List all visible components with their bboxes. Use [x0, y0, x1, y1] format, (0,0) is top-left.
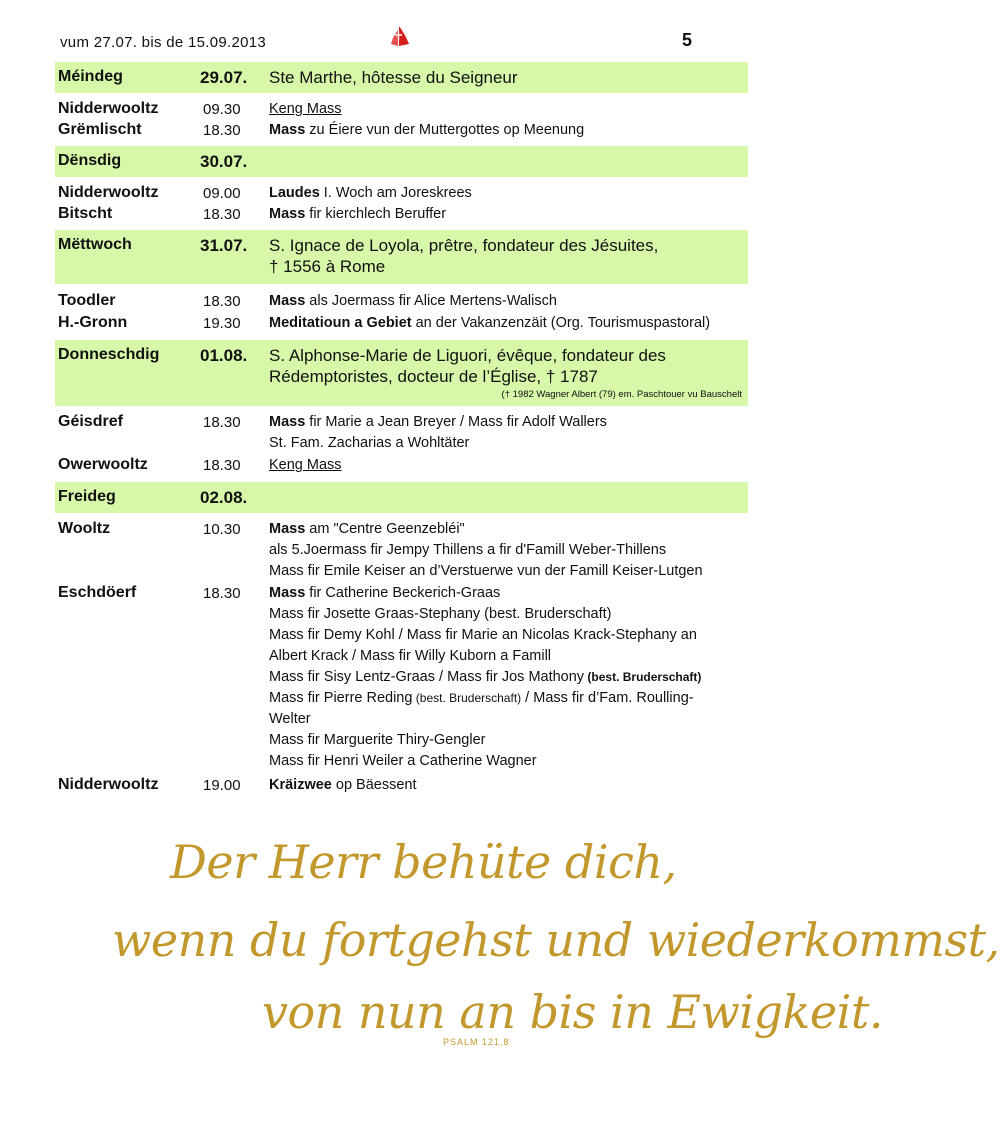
page-header [60, 30, 750, 58]
day-name: Mëttwoch [58, 236, 132, 253]
time: 18.30 [203, 414, 241, 431]
saint-of-day-line1: S. Alphonse-Marie de Liguori, évêque, fondateur des [269, 346, 666, 365]
place: Géisdref [58, 413, 123, 430]
time: 10.30 [203, 521, 241, 538]
date-range: vum 27.07. bis de 15.09.2013 [60, 34, 267, 51]
place: Nidderwooltz [58, 776, 159, 793]
service: Kräizwee op Bäessent [269, 777, 417, 793]
place: Eschdöerf [58, 584, 137, 601]
entries-freideg [55, 520, 748, 800]
service: Mass am "Centre Geenzebléi" [269, 521, 465, 537]
service: Mass zu Éiere vun der Muttergottes op Meenung [269, 122, 585, 138]
saint-of-day: Ste Marthe, hôtesse du Seigneur [269, 68, 518, 87]
quote-line-2: wenn du fortgehst und wiederkommst, [112, 913, 1000, 967]
day-band-donneschdig [55, 340, 748, 406]
time: 18.30 [203, 206, 241, 223]
day-date: 31.07. [200, 236, 248, 255]
day-band-meindeg [55, 62, 748, 93]
service: Mass als Joermass fir Alice Mertens-Walisch [269, 293, 557, 309]
service: Laudes I. Woch am Joreskrees [269, 185, 472, 201]
service-continued: Mass fir Emile Keiser an d’Verstuerwe vun der Famill Keiser-Lutgen [269, 563, 703, 579]
service: Meditatioun a Gebiet an der Vakanzenzäit (Org. Tourismuspastoral) [269, 315, 711, 331]
service-continued: Mass fir Josette Graas-Stephany (best. Bruderschaft) [269, 606, 612, 622]
time: 18.30 [203, 585, 241, 602]
day-band-freideg [55, 482, 748, 513]
quote-line-1: Der Herr behüte dich, [170, 835, 677, 889]
service-continued: Mass fir Demy Kohl / Mass fir Marie an Nicolas Krack-Stephany an [269, 627, 697, 643]
quote-source: PSALM 121,8 [443, 1037, 510, 1047]
saint-of-day-line2: Rédemptoristes, docteur de l’Église, † 1787 [269, 367, 598, 386]
place: H.-Gronn [58, 314, 128, 331]
day-name: Dënsdig [58, 152, 122, 169]
service: Keng Mass [269, 457, 342, 473]
page-number: 5 [681, 30, 692, 50]
quote-line-3: von nun an bis in Ewigkeit. [262, 985, 883, 1039]
place: Nidderwooltz [58, 184, 159, 201]
service-continued: Mass fir Sisy Lentz-Graas / Mass fir Jos Mathony (best. Bruderschaft) [269, 669, 702, 685]
day-band-densdig [55, 146, 748, 177]
service-continued: Mass fir Marguerite Thiry-Gengler [269, 732, 486, 748]
service: Mass fir Marie a Jean Breyer / Mass fir Adolf Wallers [269, 414, 607, 430]
time: 19.30 [203, 315, 241, 332]
service-continued: Mass fir Pierre Reding (best. Bruderschaft) / Mass fir d’Fam. Roulling- [269, 690, 694, 706]
service-continued: Mass fir Henri Weiler a Catherine Wagner [269, 753, 537, 769]
day-date: 01.08. [200, 346, 248, 365]
saint-of-day-line1: S. Ignace de Loyola, prêtre, fondateur des Jésuites, [269, 236, 659, 255]
service-continued: als 5.Joermass fir Jempy Thillens a fir d'Famill Weber-Thillens [269, 542, 667, 558]
time: 09.30 [203, 101, 241, 118]
day-name: Freideg [58, 488, 116, 505]
psalm-quote [0, 835, 1000, 1085]
day-date: 30.07. [200, 152, 248, 171]
day-date: 02.08. [200, 488, 248, 507]
anniversary-note: († 1982 Wagner Albert (79) em. Paschtouer vu Bauschelt [501, 389, 742, 400]
entries-meindeg [55, 100, 748, 144]
saint-of-day-line2: † 1556 à Rome [269, 257, 386, 276]
service-continued: Welter [269, 711, 311, 727]
service: Mass fir Catherine Beckerich-Graas [269, 585, 501, 601]
time: 09.00 [203, 185, 241, 202]
service-continued: Albert Krack / Mass fir Willy Kuborn a Famill [269, 648, 552, 664]
entries-mettwoch [55, 292, 748, 336]
day-name: Donneschdig [58, 346, 160, 363]
service: Keng Mass [269, 101, 342, 117]
place: Grëmlischt [58, 121, 142, 138]
entries-donneschdig [55, 413, 748, 479]
entries-densdig [55, 184, 748, 228]
place: Toodler [58, 292, 116, 309]
place: Bitscht [58, 205, 113, 222]
service-continued: St. Fam. Zacharias a Wohltäter [269, 435, 470, 451]
time: 18.30 [203, 122, 241, 139]
place: Owerwooltz [58, 456, 148, 473]
church-ship-logo [383, 22, 417, 58]
place: Nidderwooltz [58, 100, 159, 117]
service: Mass fir kierchlech Beruffer [269, 206, 447, 222]
time: 19.00 [203, 777, 241, 794]
place: Wooltz [58, 520, 111, 537]
time: 18.30 [203, 457, 241, 474]
day-date: 29.07. [200, 68, 248, 87]
time: 18.30 [203, 293, 241, 310]
day-name: Méindeg [58, 68, 123, 85]
day-band-mettwoch [55, 230, 748, 284]
